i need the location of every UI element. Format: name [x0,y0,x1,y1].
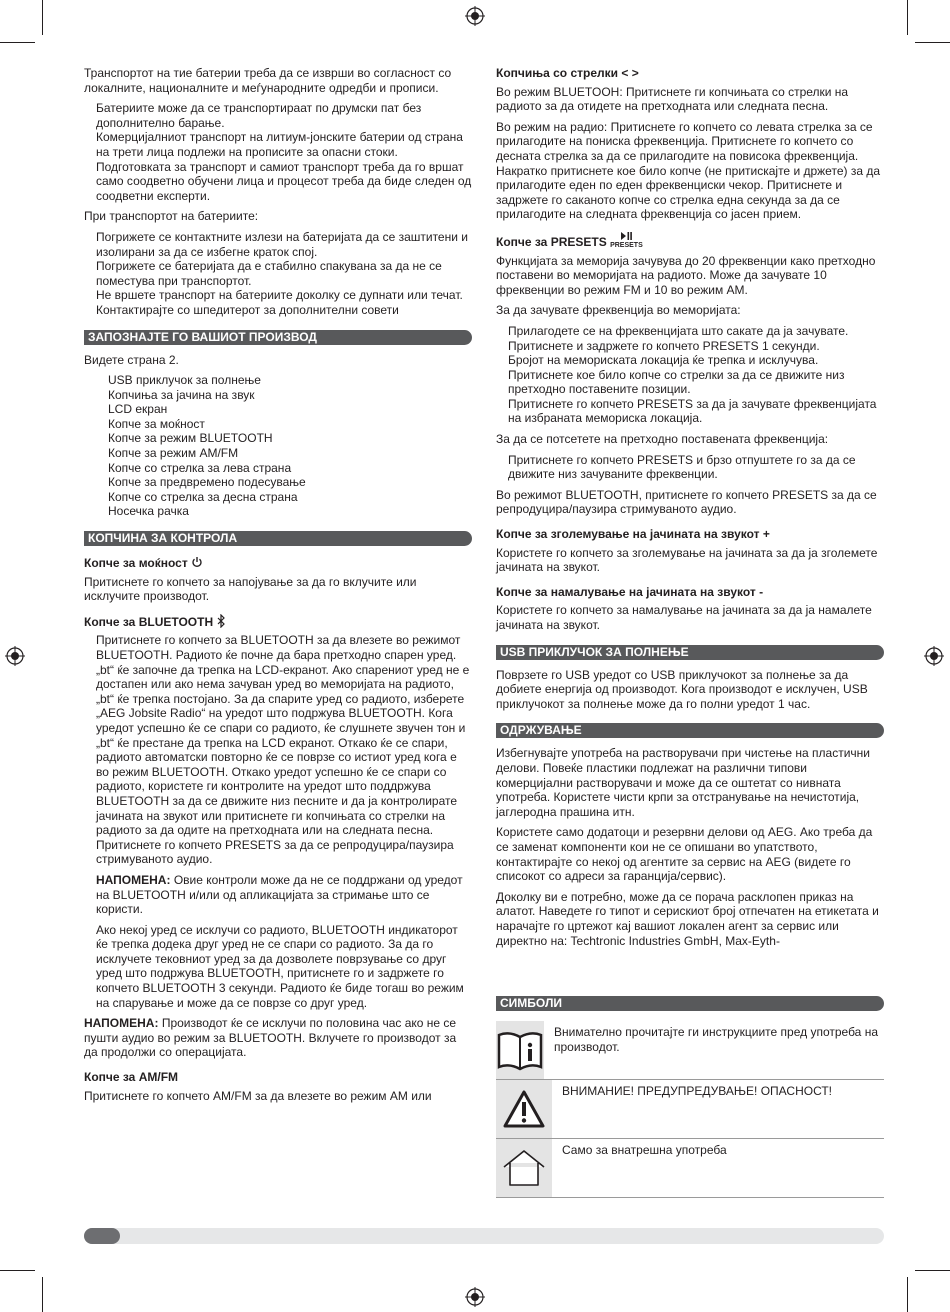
play-pause-icon [610,232,643,249]
crop-mark [907,0,908,35]
house-icon [500,1147,548,1189]
subheading: Копче за зголемување на јачината на звукот + [496,527,770,542]
play-pause-glyph-icon [619,232,633,240]
left-column [84,66,472,1109]
list-item: Копче за режим AM/FM [108,446,239,461]
section-heading: USB ПРИКЛУЧОК ЗА ПОЛНЕЊЕ [496,645,884,660]
paragraph: При транспортот на батериите: [84,209,259,224]
list-item: Носечка рачка [108,504,189,519]
paragraph: За да зачувате фреквенција во меморијата: [496,303,741,318]
section-heading: ЗАПОЗНАЈТЕ ГО ВАШИОТ ПРОИЗВОД [84,330,472,345]
crop-mark [0,1270,35,1271]
paragraph: Во режимот BLUETOOTH, притиснете го копчето PRESETS за да се репродуцира/паузира стримуваното аудио. [496,487,877,517]
paragraph: Функцијата за меморија зачувува до 20 фреквенции како претходно поставени во меморијата на радиото. Може да зачувате 10 фреквенции во режим FM и 10 во режим AM. [496,253,876,297]
list-item: Притиснете го копчето PRESETS за да ја зачувате фреквенцијата на избраната мемориска локација. [508,396,877,426]
subheading [84,556,472,571]
warning-icon [496,1080,552,1138]
paragraph: Притиснете го копчето за напојување за да го вклучите или исклучите производот. [84,574,417,604]
crop-mark [915,42,950,43]
transport-notes [84,101,472,203]
crop-mark [907,1277,908,1312]
crop-mark [0,42,35,43]
list-item: USB приклучок за полнење [108,373,261,388]
paragraph: Ако некој уред се исклучи со радиото, BLUETOOTH индикаторот ќе трепка додека друг уред не се спари со радиото. За да го исклучете тековниот уред за да дозволете поврзување со друг уред што подржува BLUETOOTH, притиснете го и задржете го копчето BLUETOOTH 3 секунди. Радиото ќе биде тогаш во режим на спарување и може да се поврзе со друг уред. [96,922,464,1010]
note-label: НАПОМЕНА: [96,872,171,887]
note [84,1016,472,1060]
registration-mark-icon [465,1287,485,1307]
list-item: LCD екран [108,402,168,417]
list-item: Комерцијалниот транспорт на литиум-јонските батерии од страна на трети лица подлежи на прописите за опасни стоки. Подготовката за транспорт и самиот транспорт треба да го вршат само соодветно обучени лица и процесот треба да биде следен од соодветни експерти. [96,130,472,203]
bt-head-label: Копче за BLUETOOTH [84,614,214,629]
registration-mark-icon [465,6,485,26]
paragraph: Притиснете го копчето за BLUETOOTH за да влезете во режимот BLUETOOTH. Радиото ќе почне да бара претходно спарен уред. „bt“ ќе започне да трепка на LCD-екранот. Ако спарениот уред не е достапен или ако нема зачуван уред во меморијата на радиото, „bt“ ќе трепка постојано. За да спарите уред со радиото, изберете „AEG Jobsite Radio“ на уредот што подржува BLUETOOTH. Кога уредот успешно ќе се спари со радиото, ќе слушнете звучен тон и „bt“ ќе престане да трепка на LCD екранот. Откако ќе се спари, радиото автоматски повторно ќе се поврзе со истиот уред кога е во режим BLUETOOTH. Откако уредот успешно ќе се спари со радиото, користете ги контролите на уредот што поддржува BLUETOOTH за да се движите низ песните и да ја контролирате јачината на звукот или притиснете ги копчињата со стрелки на радиото за да одите на претходната или на следната песна. Притиснете го копчето PRESETS за да се репродуцира/паузира стримуваното аудио. [96,633,470,867]
subheading [84,614,472,630]
paragraph: Користете го копчето за зголемување на јачината за да ја зголемете јачината на звукот. [496,545,878,575]
intro-paragraph: Транспортот на тие батерии треба да се изврши во согласност со локалните, националните и меѓународните одредби и прописи. [84,66,452,95]
right-column [496,66,884,954]
note [84,873,472,917]
crop-mark [42,1277,43,1312]
note-text: Производот ќе се исклучи по половина час ако не се пушти аудио во режим за BLUETOOTH. Вклучете го производот за да продолжи со операцијата. [84,1016,457,1060]
symbol-text: Внимателно прочитајте ги инструкциите пред употреба на производот. [554,1025,878,1054]
note-label: НАПОМЕНА: [84,1016,159,1031]
registration-mark-icon [5,646,25,666]
paragraph: Избегнувајте употреба на растворувачи при чистење на пластични делови. Повеќе пластики подлежат на различни типови комерцијални растворувачи и може да се оштетат со нивната употреба. Користете чисти крпи за отстранување на нечистотија, јаглеродна прашина итн. [496,746,870,819]
symbol-row [496,1139,884,1198]
paragraph: Користете само додатоци и резервни делови од AEG. Ако треба да се заменат компоненти кои не се опишани во упатството, контактирајте со некој од агентите за сервис на AEG (видете го списокот со адреси за гаранција/сервис). [496,825,873,884]
paragraph: Притиснете го копчето AM/FM за да влезете во режим AM или [84,1088,432,1103]
bluetooth-icon [216,614,226,628]
list-item: Копче за предвремено подесување [108,475,306,490]
power-head-label: Копче за моќност [84,556,188,571]
list-item: Погрижете се контактните излези на батеријата да се заштитени и изолирани за да се избегне краток спој. [96,229,468,259]
parts-list [84,373,472,519]
paragraph: Во режим BLUETOOH: Притиснете ги копчињата со стрелки на радиото за да отидете на претходната или следната песна. [496,84,849,114]
presets-head-label: Копче за PRESETS [496,234,607,249]
book-icon [496,1029,544,1071]
warning-triangle-icon [502,1089,546,1129]
read-manual-icon [496,1021,544,1079]
list-item: Не вршете транспорт на батериите доколку се дупнати или течат. [96,288,463,303]
crop-mark [915,1270,950,1271]
power-icon [191,556,203,568]
paragraph: Притиснете го копчето PRESETS и брзо отпуштете го за да се движите низ зачуваните фреквенции. [508,452,856,482]
paragraph: Во режим на радио: Притиснете го копчето со левата стрелка за се прилагодите на пониска фреквенција. Притиснете го копчето со десната стрелка за да се прилагодите на повисока фреквенција. Накратко притиснете кое било копче (не притискајте и држете) за да прилагодите еден по еден фреквенциски чекор. Притиснете и задржете го саканото копче со стрелка една секунда за да се прилагодите на следната фреквенција со јасен прием. [496,119,881,222]
section-heading: КОПЧИНА ЗА КОНТРОЛА [84,531,472,546]
list-item: Копче за режим BLUETOOTH [108,431,273,446]
list-item: Копче за моќност [108,416,205,431]
list-item: Копче со стрелка за десна страна [108,489,298,504]
paragraph: Доколку ви е потребно, може да се порача расклопен приказ на алатот. Наведете го типот и серискиот број отпечатен на етикетата и нарачајте го цртежот кај вашиот локален агент за сервис или директно на: Techtronic Industries GmbH, Max-Eyth- [496,889,879,948]
list-item: Прилагодете се на фреквенцијата што сакате да ја зачувате. [508,323,849,338]
paragraph: Видете страна 2. [84,352,179,367]
subheading: Копчиња со стрелки < > [496,66,639,80]
footer-bar [84,1228,884,1244]
subheading: Копче за намалување на јачината на звукот - [496,584,764,599]
symbol-text: ВНИМАНИЕ! ПРЕДУПРЕДУВАЊЕ! ОПАСНОСТ! [562,1084,832,1098]
crop-mark [42,0,43,35]
list-item: Батериите може да се транспортираат по друмски пат без дополнително барање. [96,101,422,130]
presets-steps [496,324,884,426]
list-item: Контактирајте со шпедитерот за дополнителни совети [96,302,399,317]
list-item: Бројот на мемориската локација ќе трепка и исклучува. [508,353,819,368]
registration-mark-icon [924,646,944,666]
note-text: Овие контроли може да не се поддржани од уредот на BLUETOOTH и/или од апликацијата за стримање што се користи. [96,872,463,917]
list-item: Притиснете кое било копче со стрелки за да се движите низ претходно поставените позиции. [508,367,845,397]
symbol-row [496,1021,884,1080]
presets-icon-label: PRESETS [610,241,643,249]
list-item: Погрижете се батеријата да е стабилно спакувана за да не се поместува при транспортот. [96,259,442,288]
symbols-section [496,996,884,1198]
paragraph: За да се потсетете на претходно поставената фреквенција: [496,432,829,447]
list-item: Копче со стрелка за лева страна [108,460,292,475]
page-number-pill [84,1228,120,1244]
subheading [496,232,884,250]
indoor-use-icon [496,1139,552,1197]
symbol-row [496,1080,884,1139]
paragraph: Користете го копчето за намалување на јачината за да ја намалете јачината на звукот. [496,603,872,632]
section-heading: ОДРЖУВАЊЕ [496,723,884,738]
section-heading: СИМБОЛИ [496,996,884,1011]
list-item: Копчиња за јачина на звук [108,387,255,402]
list-item: Притиснете и задржете го копчето PRESETS 1 секунди. [508,338,820,353]
transport-list [84,230,472,318]
symbol-text: Само за внатрешна употреба [562,1143,727,1157]
subheading: Копче за AM/FM [84,1070,179,1085]
paragraph: Поврзете го USB уредот со USB приклучокот за полнење за да добиете енергија од производот. Кога производот е исклучен, USB приклучокот за полнење може да го полни уредот 1 час. [496,667,868,711]
